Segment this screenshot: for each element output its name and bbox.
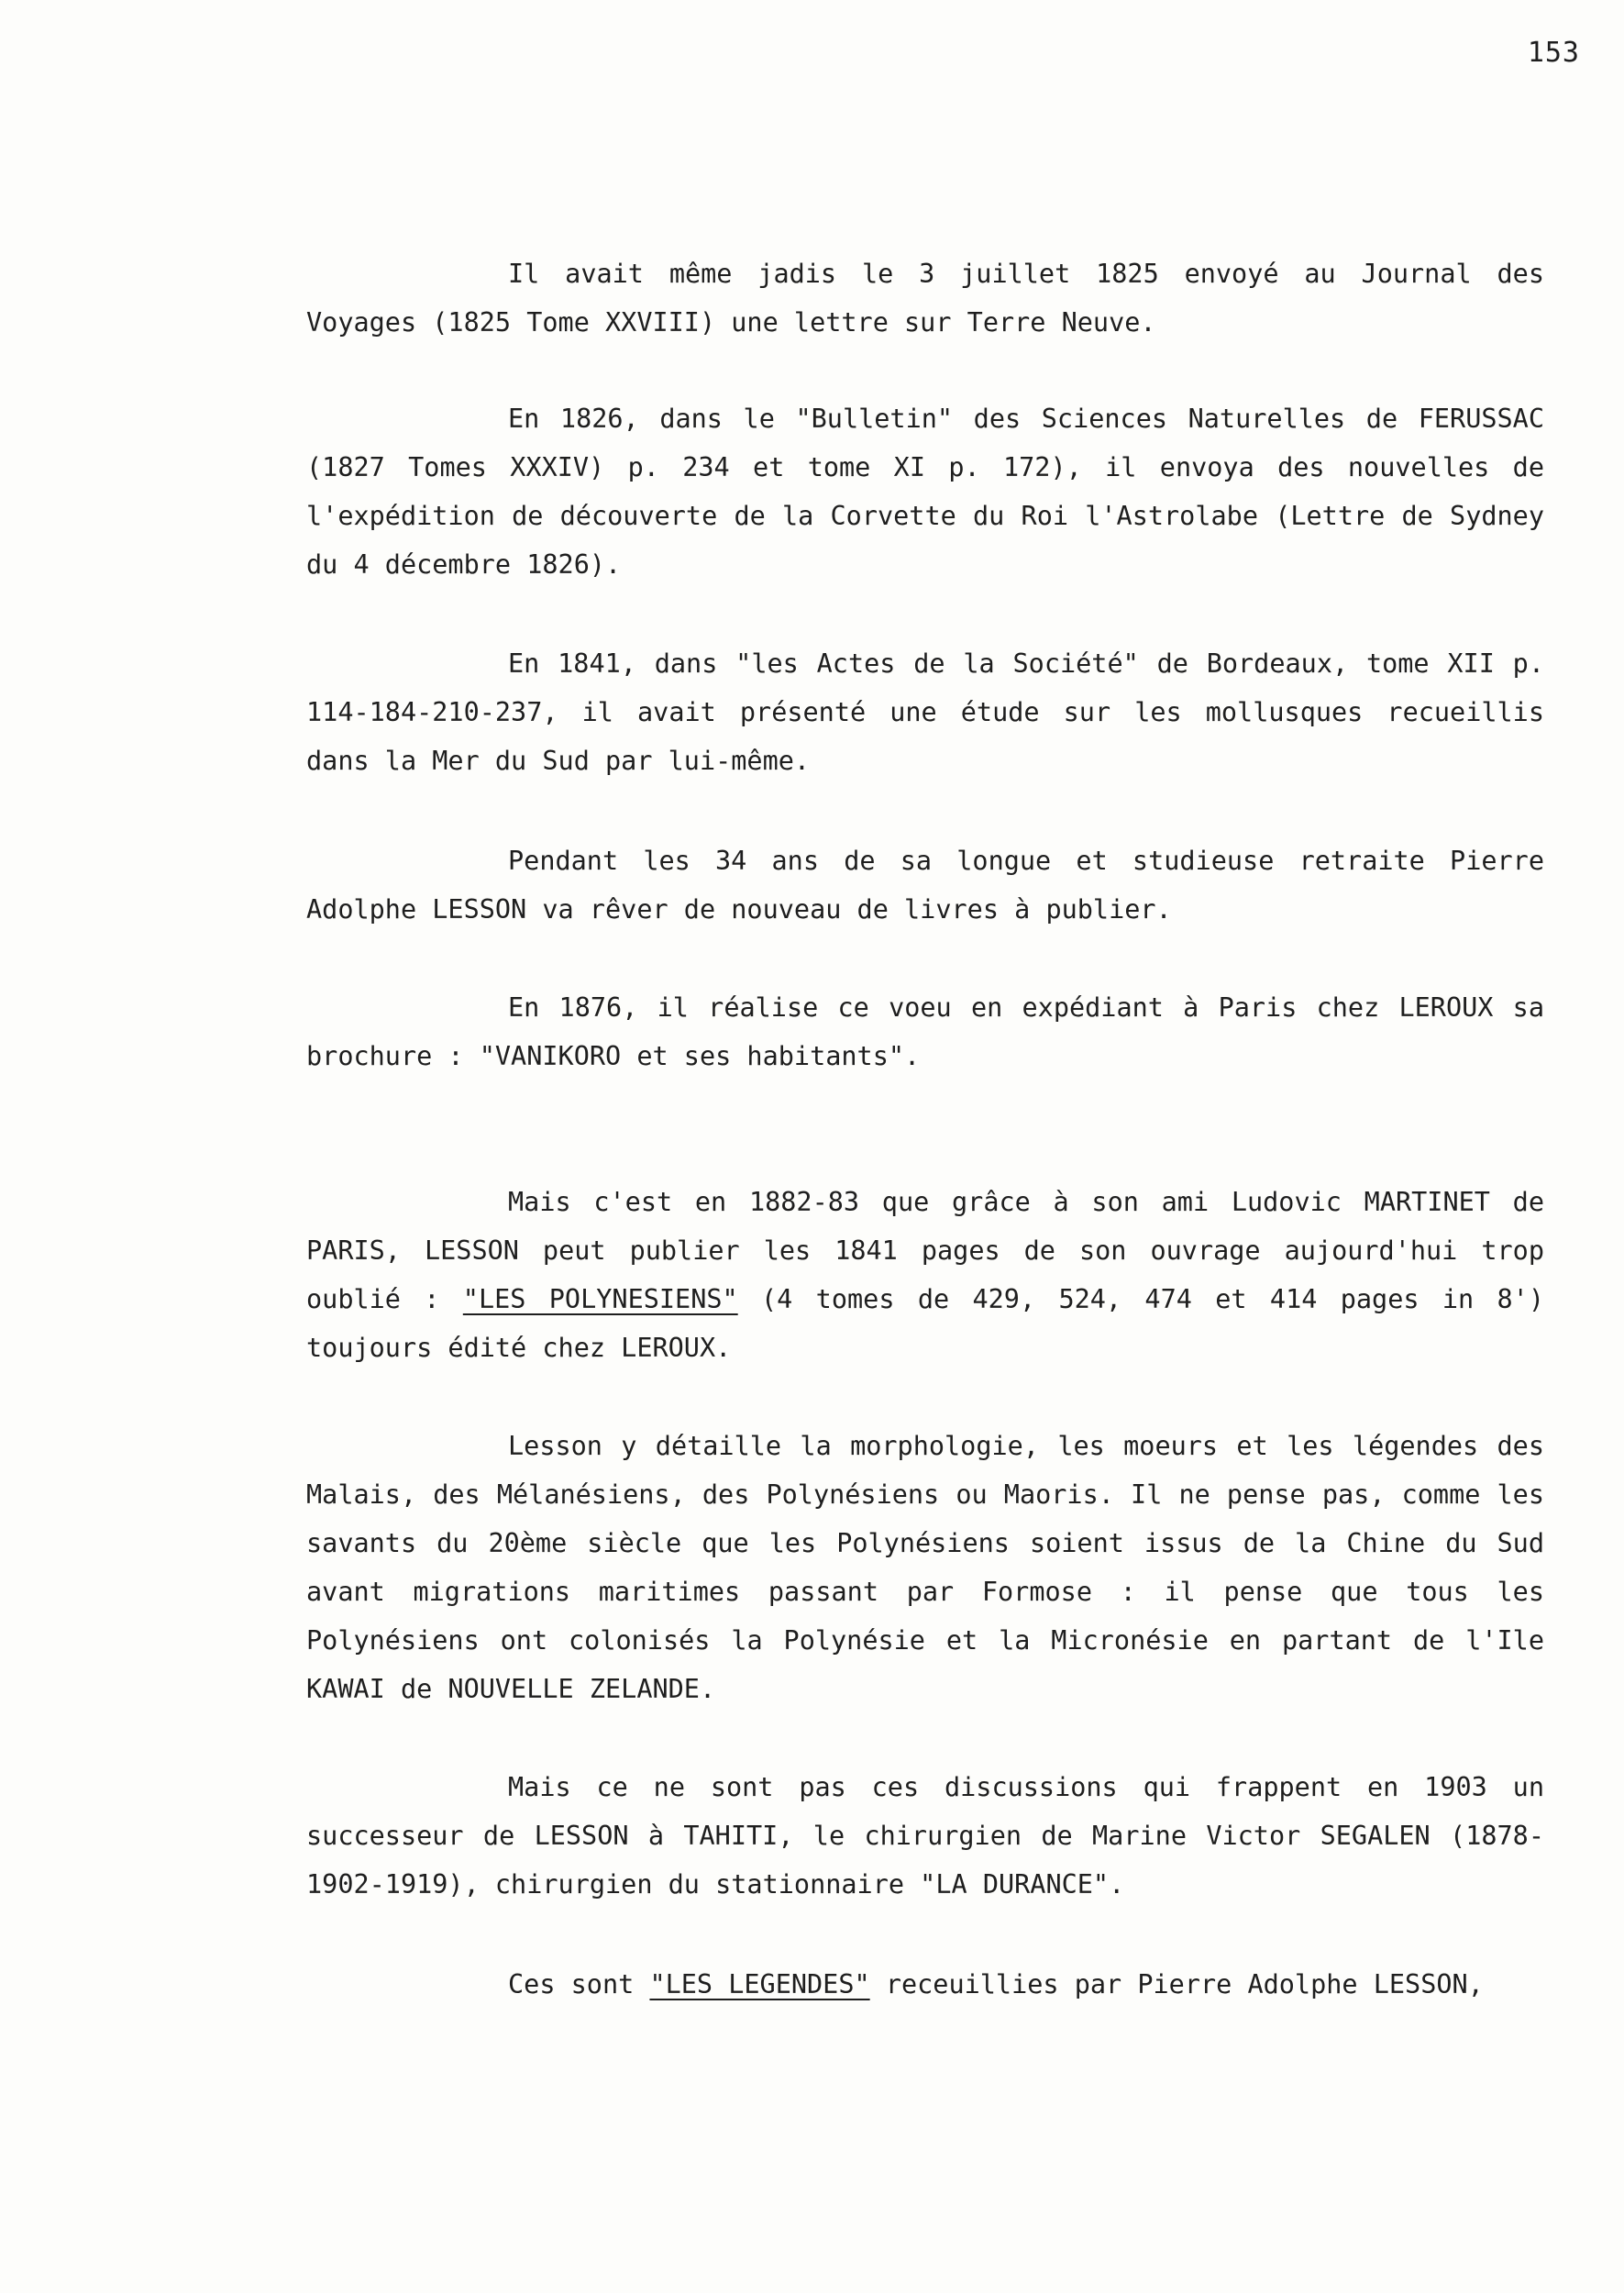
page-number: 153: [1527, 37, 1580, 69]
paragraph-6: [306, 1178, 1544, 1372]
paragraph-6-text-start: Mais c'est en 1882-83 que grâce à son ami Ludovic MARTINET de PARIS, LESSON peut publier les 1841 pages de son ouvrage aujourd'hui trop oublié :: [306, 1187, 1544, 1314]
paragraph-9-text-end: receuillies par Pierre Adolphe LESSON,: [869, 1969, 1484, 1999]
paragraph-8: Mais ce ne sont pas ces discussions qui frappent en 1903 un successeur de LESSON à TAHITI, le chirurgien de Marine Victor SEGALEN (1878-1902-1919), chirurgien du stationnaire "LA DURANCE".: [306, 1772, 1544, 1900]
paragraph-7: Lesson y détaille la morphologie, les moeurs et les légendes des Malais, des Mélanésiens, des Polynésiens ou Maoris. Il ne pense pas, comme les savants du 20ème siècle que les Polynésiens soient issus de la Chine du Sud avant migrations maritimes passant par Formose : il pense que tous les Polynésiens ont colonisés la Polynésie et la Micronésie en partant de l'Ile KAWAI de NOUVELLE ZELANDE.: [306, 1431, 1544, 1704]
paragraph-1: Il avait même jadis le 3 juillet 1825 envoyé au Journal des Voyages (1825 Tome XXVIII) une lettre sur Terre Neuve.: [306, 259, 1544, 338]
paragraph-2: En 1826, dans le "Bulletin" des Sciences Naturelles de FERUSSAC (1827 Tomes XXXIV) p. 234 et tome XI p. 172), il envoya des nouvelles de l'expédition de découverte de la Corvette du Roi l'Astrolabe (Lettre de Sydney du 4 décembre 1826).: [306, 404, 1544, 580]
paragraph-4: Pendant les 34 ans de sa longue et studieuse retraite Pierre Adolphe LESSON va rêver de nouveau de livres à publier.: [306, 846, 1544, 925]
paragraph-6-text-end: (4 tomes de 429, 524, 474 et 414 pages in 8') toujours édité chez LEROUX.: [306, 1284, 1544, 1363]
paragraph-9-text-start: Ces sont: [508, 1969, 650, 1999]
paragraph-9: [306, 1960, 1544, 2009]
paragraph-5: En 1876, il réalise ce voeu en expédiant à Paris chez LEROUX sa brochure : "VANIKORO et ses habitants".: [306, 992, 1544, 1071]
paragraph-3: En 1841, dans "les Actes de la Société" de Bordeaux, tome XII p. 114-184-210-237, il avait présenté une étude sur les mollusques recueillis dans la Mer du Sud par lui-même.: [306, 648, 1544, 776]
book-title-polynesiens: "LES POLYNESIENS": [462, 1284, 738, 1314]
book-title-legendes: "LES LEGENDES": [649, 1969, 870, 1999]
